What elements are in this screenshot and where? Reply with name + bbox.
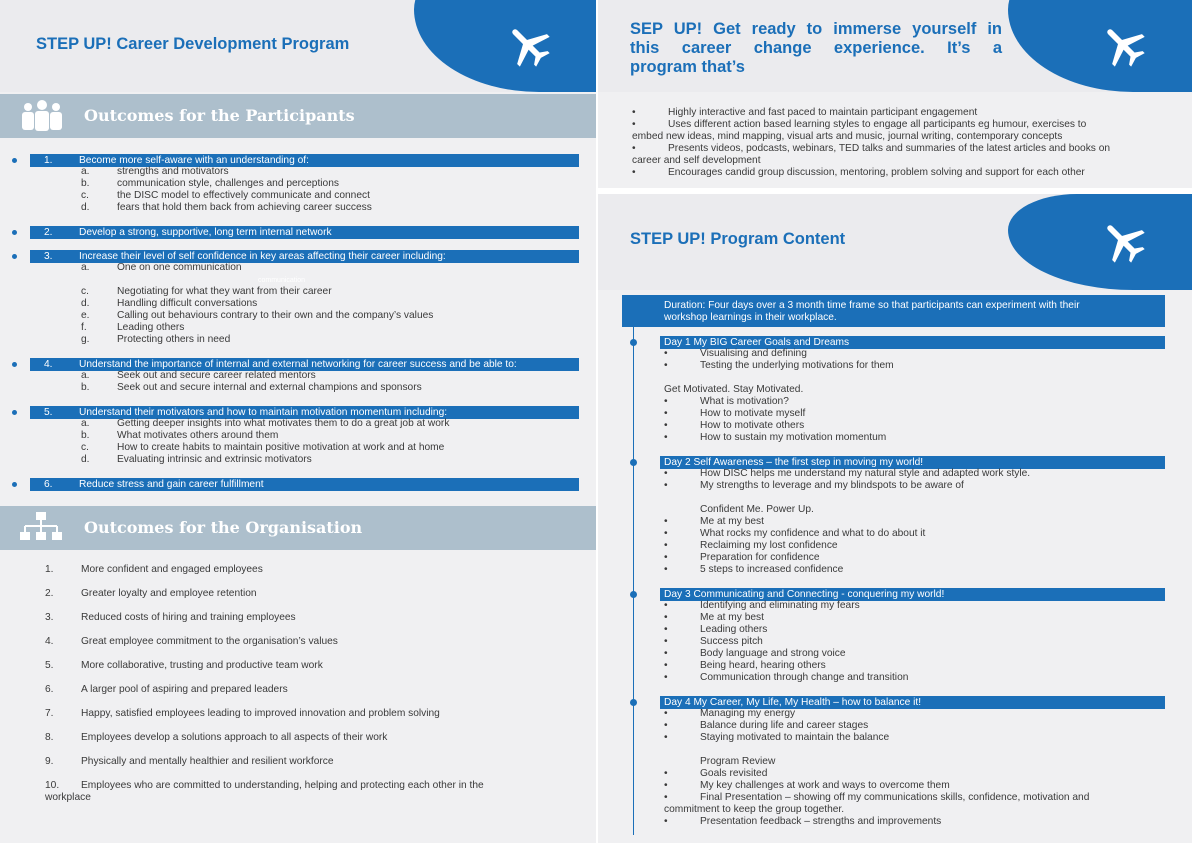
day-heading: Day 3 Communicating and Connecting - conquering my world! — [660, 588, 1165, 601]
sub-item-letter: e. — [81, 310, 90, 321]
intro-bullet-text: embed new ideas, mind mapping, visual arts and music, journal writing, contemporary concepts — [632, 131, 1063, 142]
day-item: Goals revisited — [700, 768, 768, 779]
day-heading: Day 2 Self Awareness – the first step in moving my world! — [660, 456, 1165, 469]
day-item: Me at my best — [700, 612, 764, 623]
organisation-band — [0, 506, 596, 550]
outcome-number: 6. — [44, 479, 53, 490]
intro-title-line: SEP UP! Get ready to immerse yourself in — [630, 20, 1002, 38]
sub-item-letter: a. — [81, 370, 90, 381]
day-item: 5 steps to increased confidence — [700, 564, 844, 575]
sub-item-letter: f. — [81, 322, 87, 333]
day-item: Me at my best — [700, 516, 764, 527]
day-item: Testing the underlying motivations for them — [700, 360, 894, 371]
bullet-mark: • — [664, 792, 668, 803]
outcome-label: Increase their level of self confidence in key areas affecting their career including: — [79, 251, 446, 262]
bullet-mark: • — [664, 552, 668, 563]
sub-item-text: Protecting others in need — [117, 334, 231, 345]
org-item-text: More collaborative, trusting and productive team work — [81, 660, 323, 671]
bullet-mark: • — [664, 816, 668, 827]
sub-item-text: Leading others — [117, 322, 185, 333]
outcome-label: Reduce stress and gain career fulfillment — [79, 479, 264, 490]
sub-item-text: Seek out and secure career related mentors — [117, 370, 316, 381]
org-item-text: Reduced costs of hiring and training employees — [81, 612, 296, 623]
outcome-bar — [30, 226, 579, 239]
bullet-mark: • — [664, 768, 668, 779]
org-item-number: 8. — [45, 732, 54, 743]
org-item-number: 5. — [45, 660, 54, 671]
sub-item-text: communication style, challenges and perceptions — [117, 178, 339, 189]
sub-item-text: Getting deeper insights into what motivates them to do a great job at work — [117, 418, 450, 429]
bullet-mark: • — [664, 720, 668, 731]
bullet-dot — [12, 254, 17, 259]
right-page — [598, 0, 1192, 843]
bullet-mark: • — [664, 408, 668, 419]
sub-item-letter: a. — [81, 418, 90, 429]
outcome-label: Develop a strong, supportive, long term internal network — [79, 227, 332, 238]
people-icon — [16, 100, 68, 132]
outcome-number: 2. — [44, 227, 53, 238]
org-item-number: 9. — [45, 756, 54, 767]
org-item-text: Employees develop a solutions approach to all aspects of their work — [81, 732, 388, 743]
bullet-mark: • — [664, 516, 668, 527]
org-item-number: 3. — [45, 612, 54, 623]
outcome-bar — [30, 154, 579, 167]
intro-header — [598, 0, 1192, 92]
left-header — [0, 0, 596, 92]
outcome-number: 1. — [44, 155, 53, 166]
sub-item-letter: c. — [81, 442, 89, 453]
bullet-mark: • — [664, 480, 668, 491]
sub-item-text: Handling difficult conversations — [117, 298, 258, 309]
intro-bullet-text: Highly interactive and fast paced to maintain participant engagement — [668, 107, 978, 118]
outcome-label: Become more self-aware with an understanding of: — [79, 155, 309, 166]
bullet-mark: • — [664, 468, 668, 479]
sub-item-letter: b. — [81, 382, 90, 393]
bullet-mark: • — [632, 167, 636, 178]
outcome-label: Understand their motivators and how to maintain motivation momentum including: — [79, 407, 448, 418]
outcome-bar — [30, 478, 579, 491]
day-item: Leading others — [700, 624, 768, 635]
timeline-dot — [630, 459, 637, 466]
bullet-mark: • — [664, 420, 668, 431]
timeline-line — [633, 327, 634, 835]
organisation-heading: Outcomes for the Organisation — [84, 518, 363, 537]
intro-bullet-text: career and self development — [632, 155, 761, 166]
bullet-mark: • — [664, 360, 668, 371]
sub-item-text: Negotiating for what they want from their career — [117, 286, 332, 297]
day-item: Reclaiming my lost confidence — [700, 540, 838, 551]
bullet-mark: • — [664, 432, 668, 443]
intro-bullet-text: Encourages candid group discussion, mentoring, problem solving and support for each other — [668, 167, 1085, 178]
org-item-text: Employees who are committed to understanding, helping and protecting each other in the — [81, 780, 484, 791]
sub-item-letter: a. — [81, 262, 90, 273]
sub-item-letter: b. — [81, 430, 90, 441]
bullet-dot — [12, 410, 17, 415]
bullet-mark: • — [664, 564, 668, 575]
bullet-mark: • — [664, 732, 668, 743]
day-item: Managing my energy — [700, 708, 796, 719]
day-item: Visualising and defining — [700, 348, 807, 359]
page-title: STEP UP! Career Development Program — [36, 35, 350, 53]
day-item: My key challenges at work and ways to overcome them — [700, 780, 950, 791]
sub-item-letter: b. — [81, 178, 90, 189]
participants-heading: Outcomes for the Participants — [84, 106, 355, 125]
day-subheading: Get Motivated. Stay Motivated. — [664, 384, 804, 395]
day-item: What rocks my confidence and what to do about it — [700, 528, 926, 539]
timeline-dot — [630, 591, 637, 598]
bullet-dot — [12, 482, 17, 487]
day-item: Presentation feedback – strengths and improvements — [700, 816, 942, 827]
sub-item-letter: d. — [81, 454, 90, 465]
timeline-dot — [630, 339, 637, 346]
day-item: How to motivate others — [700, 420, 805, 431]
bullet-mark: • — [664, 672, 668, 683]
duration-box — [622, 295, 1165, 327]
sub-item-text: What motivates others around them — [117, 430, 279, 441]
outcome-bar — [30, 250, 579, 263]
sub-item-text: strengths and motivators — [117, 166, 229, 177]
sub-item-letter: c. — [81, 190, 89, 201]
bullet-mark: • — [664, 600, 668, 611]
day-heading: Day 1 My BIG Career Goals and Dreams — [660, 336, 1165, 349]
sub-item-text: How to create habits to maintain positive motivation at work and at home — [117, 442, 445, 453]
bullet-mark: • — [632, 107, 636, 118]
faint-text: communication — [258, 277, 306, 284]
bullet-dot — [12, 230, 17, 235]
day-subheading: Confident Me. Power Up. — [700, 504, 814, 515]
timeline-dot — [630, 699, 637, 706]
bullet-mark: • — [664, 708, 668, 719]
sub-item-letter: d. — [81, 298, 90, 309]
outcome-number: 3. — [44, 251, 53, 262]
bullet-mark: • — [664, 540, 668, 551]
intro-title — [630, 20, 1002, 77]
org-item-text: Greater loyalty and employee retention — [81, 588, 257, 599]
sub-item-text: Seek out and secure internal and external champions and sponsors — [117, 382, 422, 393]
day-item: Staying motivated to maintain the balance — [700, 732, 890, 743]
bullet-mark: • — [664, 636, 668, 647]
intro-bullet-text: Presents videos, podcasts, webinars, TED talks and summaries of the latest articles and books on — [668, 143, 1111, 154]
sub-item-letter: d. — [81, 202, 90, 213]
day-item: How to sustain my motivation momentum — [700, 432, 887, 443]
org-item-number: 7. — [45, 708, 54, 719]
org-item-text: More confident and engaged employees — [81, 564, 263, 575]
bullet-mark: • — [664, 348, 668, 359]
day-subheading: Program Review — [700, 756, 776, 767]
day-item: Final Presentation – showing off my communications skills, confidence, motivation and — [700, 792, 1090, 803]
sub-item-text: Calling out behaviours contrary to their own and the company’s values — [117, 310, 434, 321]
org-item-number: 2. — [45, 588, 54, 599]
bullet-mark: • — [632, 119, 636, 130]
day-item: My strengths to leverage and my blindspots to be aware of — [700, 480, 964, 491]
sub-item-letter: a. — [81, 166, 90, 177]
day-item: Preparation for confidence — [700, 552, 820, 563]
duration-line: workshop learnings in their workplace. — [664, 312, 837, 323]
sub-item-text: the DISC model to effectively communicate and connect — [117, 190, 370, 201]
org-item-text-cont: workplace — [45, 792, 91, 803]
org-item-number: 4. — [45, 636, 54, 647]
content-header — [598, 194, 1192, 290]
sub-item-text: fears that hold them back from achieving career success — [117, 202, 372, 213]
org-item-number: 6. — [45, 684, 54, 695]
bullet-dot — [12, 158, 17, 163]
org-item-text: Happy, satisfied employees leading to improved innovation and problem solving — [81, 708, 440, 719]
intro-bullet-text: Uses different action based learning styles to engage all participants eg humour, exercises to — [668, 119, 1087, 130]
day-item: What is motivation? — [700, 396, 789, 407]
participants-band — [0, 94, 596, 138]
org-item-text: Physically and mentally healthier and resilient workforce — [81, 756, 334, 767]
airplane-icon — [505, 22, 551, 68]
bullet-mark: • — [664, 780, 668, 791]
bullet-mark: • — [664, 648, 668, 659]
outcome-number: 4. — [44, 359, 53, 370]
intro-title-line: this career change experience. It’s a — [630, 39, 1002, 57]
airplane-icon — [1100, 22, 1146, 68]
day-item: Balance during life and career stages — [700, 720, 869, 731]
org-item-number: 10. — [45, 780, 60, 791]
bullet-mark: • — [632, 143, 636, 154]
day-item: Body language and strong voice — [700, 648, 846, 659]
org-item-text: A larger pool of aspiring and prepared leaders — [81, 684, 288, 695]
org-item-number: 1. — [45, 564, 54, 575]
day-item: Success pitch — [700, 636, 763, 647]
duration-line: Duration: Four days over a 3 month time frame so that participants can experiment with their — [664, 300, 1080, 311]
org-item-text: Great employee commitment to the organisation’s values — [81, 636, 338, 647]
bullet-dot — [12, 362, 17, 367]
bullet-mark: • — [664, 612, 668, 623]
outcome-label: Understand the importance of internal and external networking for career success and be able to: — [79, 359, 517, 370]
outcome-number: 5. — [44, 407, 53, 418]
sub-item-letter: g. — [81, 334, 90, 345]
sub-item-text: Evaluating intrinsic and extrinsic motivators — [117, 454, 312, 465]
bullet-mark: • — [664, 624, 668, 635]
day-item-cont: commitment to keep the group together. — [664, 804, 845, 815]
day-heading: Day 4 My Career, My Life, My Health – how to balance it! — [660, 696, 1165, 709]
sub-item-letter: c. — [81, 286, 89, 297]
airplane-icon — [1100, 218, 1146, 264]
day-item: Communication through change and transition — [700, 672, 909, 683]
content-title: STEP UP! Program Content — [630, 230, 846, 248]
bullet-mark: • — [664, 660, 668, 671]
day-item: Being heard, hearing others — [700, 660, 826, 671]
day-item: Identifying and eliminating my fears — [700, 600, 860, 611]
day-item: How DISC helps me understand my natural style and adapted work style. — [700, 468, 1031, 479]
intro-title-line: program that’s — [630, 58, 745, 76]
bullet-mark: • — [664, 528, 668, 539]
sub-item-text: One on one communication — [117, 262, 242, 273]
day-item: How to motivate myself — [700, 408, 806, 419]
org-chart-icon — [16, 512, 68, 544]
bullet-mark: • — [664, 396, 668, 407]
